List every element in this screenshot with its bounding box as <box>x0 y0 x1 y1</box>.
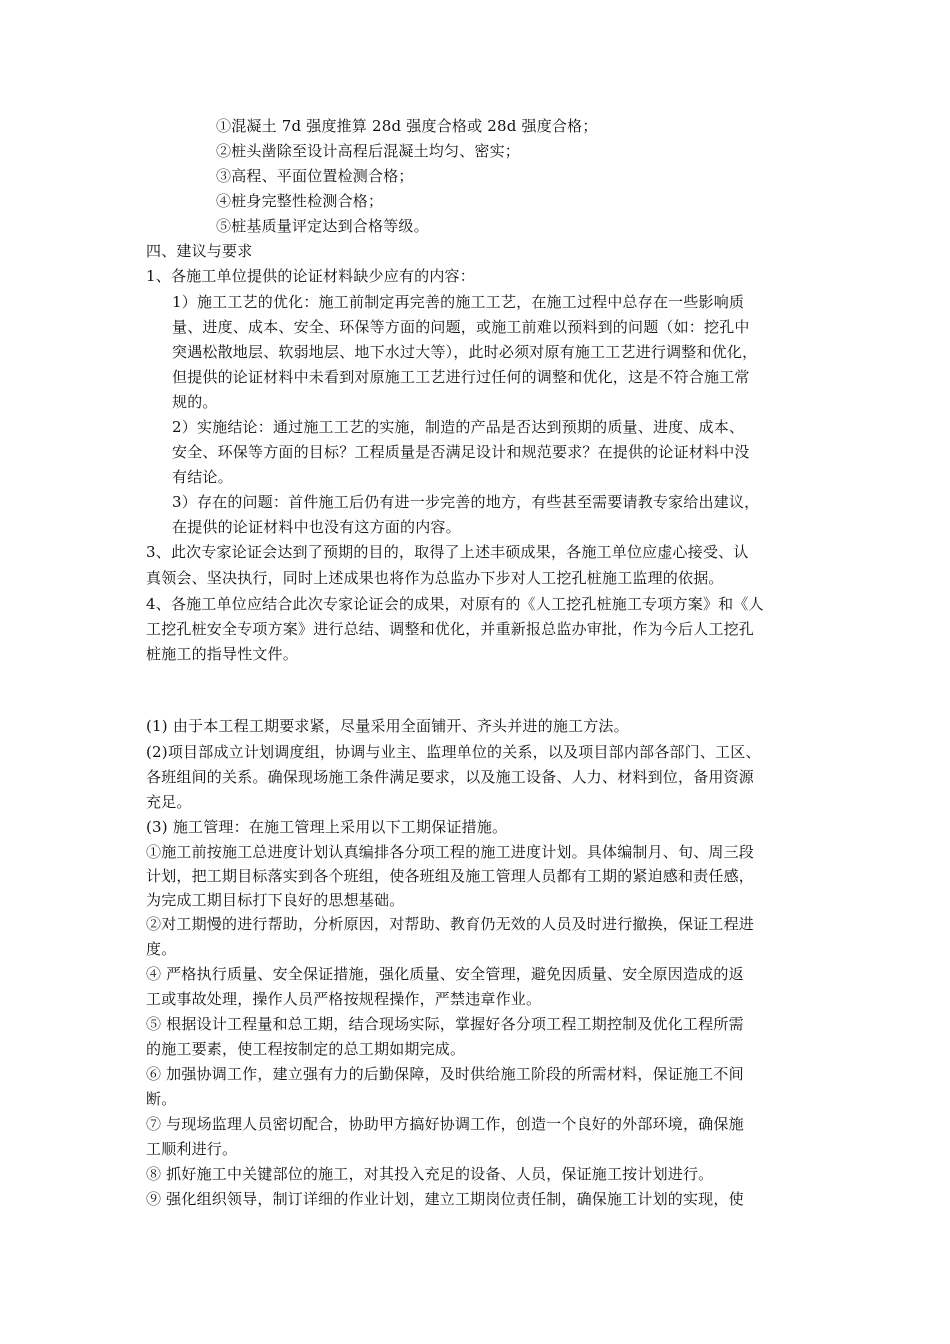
measure-6-line: 断。 <box>146 1090 177 1108</box>
item3-line: 3、此次专家论证会达到了预期的目的，取得了上述丰硕成果，各施工单位应虚心接受、认 <box>146 543 749 561</box>
measure-6-line: ⑥ 加强协调工作，建立强有力的后勤保障，及时供给施工阶段的所需材料，保证施工不间 <box>146 1065 744 1083</box>
item3-line: 真领会、坚决执行，同时上述成果也将作为总监办下步对人工挖孔桩施工监理的依据。 <box>146 569 724 587</box>
item4-line: 工挖孔桩安全专项方案》进行总结、调整和优化，并重新报总监办审批，作为今后人工挖孔 <box>146 620 755 638</box>
item1-sub2-line: 安全、环保等方面的目标？工程质量是否满足设计和规范要求？在提供的论证材料中没 <box>172 443 750 461</box>
schedule-p1: (1) 由于本工程工期要求紧，尽量采用全面铺开、齐头并进的施工方法。 <box>146 717 629 735</box>
measure-8-line: ⑧ 抓好施工中关键部位的施工，对其投入充足的设备、人员，保证施工按计划进行。 <box>146 1165 714 1183</box>
item1-lead: 1、各施工单位提供的论证材料缺少应有的内容： <box>146 267 475 285</box>
measure-2-line: ②对工期慢的进行帮助，分析原因，对帮助、教育仍无效的人员及时进行撤换，保证工程进 <box>146 915 755 933</box>
item1-sub1-line: 但提供的论证材料中未看到对原施工工艺进行过任何的调整和优化，这是不符合施工常 <box>172 368 750 386</box>
criteria-item-1: ①混凝土 7d 强度推算 28d 强度合格或 28d 强度合格； <box>216 117 598 135</box>
schedule-p2-line: (2)项目部成立计划调度组，协调与业主、监理单位的关系，以及项目部内部各部门、工区、 <box>146 743 761 761</box>
item1-sub1-line: 规的。 <box>172 393 218 411</box>
section-heading: 四、建议与要求 <box>146 242 253 260</box>
criteria-item-5: ⑤桩基质量评定达到合格等级。 <box>216 217 429 235</box>
measure-5-line: ⑤ 根据设计工程量和总工期，结合现场实际，掌握好各分项工程工期控制及优化工程所需 <box>146 1015 744 1033</box>
item1-sub1-line: 量、进度、成本、安全、环保等方面的问题，或施工前难以预料到的问题（如：挖孔中 <box>172 318 750 336</box>
measure-2-line: 度。 <box>146 940 177 958</box>
measure-1-line: ①施工前按施工总进度计划认真编排各分项工程的施工进度计划。具体编制月、旬、周三段 <box>146 843 755 861</box>
item1-sub3-line: 3）存在的问题：首件施工后仍有进一步完善的地方，有些甚至需要请教专家给出建议， <box>172 493 760 511</box>
item1-sub1-line: 突遇松散地层、软弱地层、地下水过大等），此时必须对原有施工工艺进行调整和优化， <box>172 343 758 361</box>
measure-1-line: 为完成工期目标打下良好的思想基础。 <box>146 891 405 909</box>
item1-sub3-line: 在提供的论证材料中也没有这方面的内容。 <box>172 518 461 536</box>
measure-5-line: 的施工要素，使工程按制定的总工期如期完成。 <box>146 1040 466 1058</box>
criteria-item-3: ③高程、平面位置检测合格； <box>216 167 414 185</box>
criteria-item-4: ④桩身完整性检测合格； <box>216 192 384 210</box>
item4-line: 桩施工的指导性文件。 <box>146 645 299 663</box>
item1-sub2-line: 2）实施结论：通过施工工艺的实施，制造的产品是否达到预期的质量、进度、成本、 <box>172 418 745 436</box>
measure-4-line: 工或事故处理，操作人员严格按规程操作，严禁违章作业。 <box>146 990 542 1008</box>
measure-1-line: 计划，把工期目标落实到各个班组，使各班组及施工管理人员都有工期的紧迫感和责任感， <box>146 867 755 885</box>
measure-7-line: 工顺利进行。 <box>146 1140 238 1158</box>
item4-line: 4、各施工单位应结合此次专家论证会的成果，对原有的《人工挖孔桩施工专项方案》和《人 <box>146 595 764 613</box>
criteria-item-2: ②桩头凿除至设计高程后混凝土均匀、密实； <box>216 142 521 160</box>
measure-7-line: ⑦ 与现场监理人员密切配合，协助甲方搞好协调工作，创造一个良好的外部环境，确保施 <box>146 1115 744 1133</box>
item1-sub2-line: 有结论。 <box>172 468 233 486</box>
measure-4-line: ④ 严格执行质量、安全保证措施，强化质量、安全管理，避免因质量、安全原因造成的返 <box>146 965 744 983</box>
schedule-p2-line: 充足。 <box>146 793 192 811</box>
item1-sub1-line: 1）施工工艺的优化：施工前制定再完善的施工工艺，在施工过程中总存在一些影响质 <box>172 293 745 311</box>
schedule-p3: (3) 施工管理：在施工管理上采用以下工期保证措施。 <box>146 818 508 836</box>
schedule-p2-line: 各班组间的关系。确保现场施工条件满足要求，以及施工设备、人力、材料到位，备用资源 <box>146 768 755 786</box>
measure-9-line: ⑨ 强化组织领导，制订详细的作业计划，建立工期岗位责任制，确保施工计划的实现，使 <box>146 1190 744 1208</box>
